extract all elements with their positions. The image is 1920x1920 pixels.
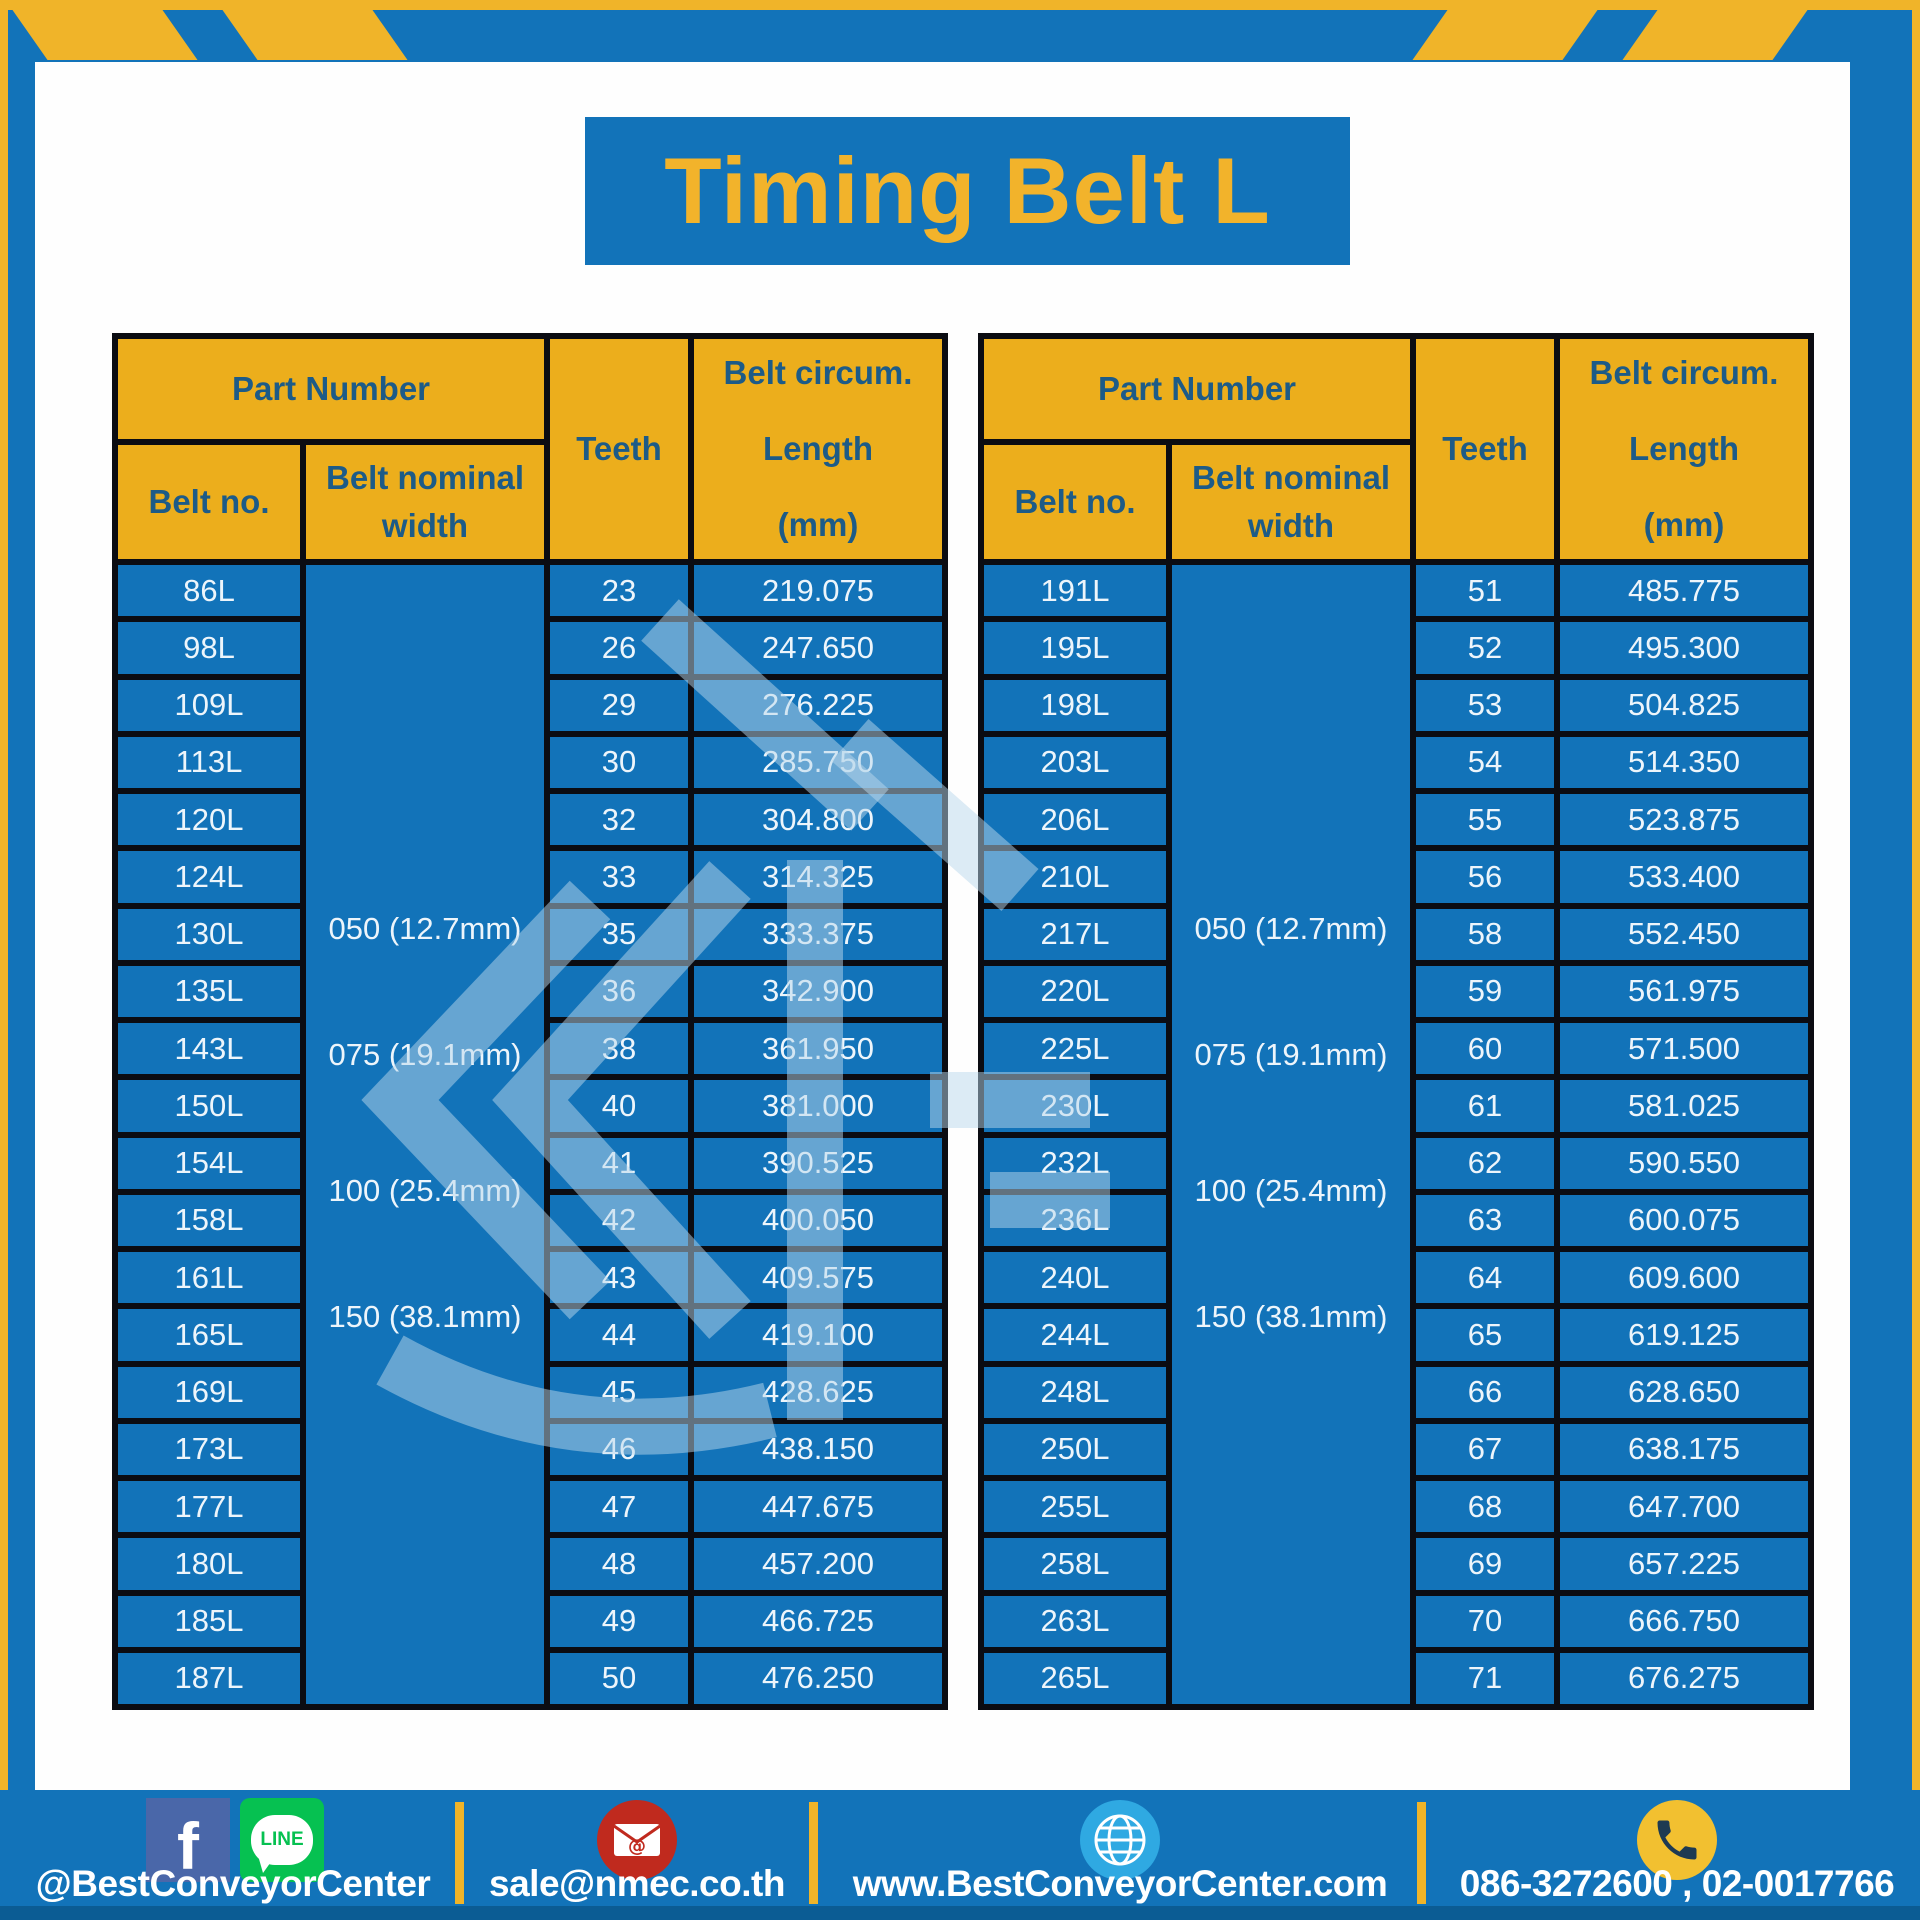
- length-cell: 247.650: [694, 622, 942, 673]
- line-text: LINE: [260, 1829, 304, 1850]
- belt-no-cell: 217L: [984, 909, 1166, 960]
- length-cell: 523.875: [1560, 794, 1808, 845]
- frame-edge-right: [1912, 0, 1920, 1920]
- teeth-cell: 64: [1416, 1252, 1554, 1303]
- length-cell: 457.200: [694, 1538, 942, 1589]
- header-line: (mm): [1643, 506, 1725, 543]
- length-cell: 514.350: [1560, 737, 1808, 788]
- belt-no-cell: 244L: [984, 1309, 1166, 1360]
- teeth-cell: 44: [550, 1309, 688, 1360]
- belt-table-right: [978, 333, 1814, 1710]
- header-line: Belt circum.: [1589, 354, 1779, 391]
- header-line: Belt nominal: [325, 459, 525, 496]
- teeth-cell: 32: [550, 794, 688, 845]
- col-header-belt-circum-length: [694, 339, 942, 559]
- teeth-cell: 46: [550, 1424, 688, 1475]
- col-header-belt-nominal-width: [1172, 445, 1410, 559]
- length-cell: 438.150: [694, 1424, 942, 1475]
- length-cell: 314.325: [694, 851, 942, 902]
- length-cell: 533.400: [1560, 851, 1808, 902]
- belt-no-cell: 113L: [118, 737, 300, 788]
- belt-no-cell: 255L: [984, 1481, 1166, 1532]
- page-title: [585, 117, 1350, 265]
- teeth-cell: 71: [1416, 1653, 1554, 1704]
- contact-website: www.BestConveyorCenter.com: [852, 1863, 1388, 1904]
- belt-no-cell: 177L: [118, 1481, 300, 1532]
- teeth-cell: 69: [1416, 1538, 1554, 1589]
- belt-no-cell: 120L: [118, 794, 300, 845]
- teeth-cell: 61: [1416, 1080, 1554, 1131]
- belt-no-cell: 240L: [984, 1252, 1166, 1303]
- belt-no-cell: 250L: [984, 1424, 1166, 1475]
- belt-no-cell: 185L: [118, 1596, 300, 1647]
- header-line: width: [381, 507, 469, 544]
- length-cell: 447.675: [694, 1481, 942, 1532]
- length-cell: 361.950: [694, 1023, 942, 1074]
- length-cell: 342.900: [694, 966, 942, 1017]
- width-value: 100 (25.4mm): [328, 1173, 522, 1209]
- belt-no-cell: 191L: [984, 565, 1166, 616]
- teeth-cell: 60: [1416, 1023, 1554, 1074]
- teeth-cell: 30: [550, 737, 688, 788]
- header-line: Belt nominal: [1191, 459, 1391, 496]
- teeth-cell: 36: [550, 966, 688, 1017]
- header-line: width: [1247, 507, 1335, 544]
- belt-no-cell: 86L: [118, 565, 300, 616]
- teeth-cell: 66: [1416, 1367, 1554, 1418]
- length-cell: 609.600: [1560, 1252, 1808, 1303]
- hazard-stripe: [222, 10, 407, 60]
- length-cell: 628.650: [1560, 1367, 1808, 1418]
- width-value: 050 (12.7mm): [1194, 911, 1388, 947]
- belt-no-cell: 124L: [118, 851, 300, 902]
- header-line: Belt circum.: [723, 354, 913, 391]
- header-line: (mm): [777, 506, 859, 543]
- width-value: 050 (12.7mm): [328, 911, 522, 947]
- teeth-cell: 59: [1416, 966, 1554, 1017]
- teeth-cell: 67: [1416, 1424, 1554, 1475]
- teeth-cell: 48: [550, 1538, 688, 1589]
- belt-no-cell: 263L: [984, 1596, 1166, 1647]
- length-cell: 285.750: [694, 737, 942, 788]
- belt-no-cell: 203L: [984, 737, 1166, 788]
- belt-no-cell: 206L: [984, 794, 1166, 845]
- teeth-cell: 47: [550, 1481, 688, 1532]
- teeth-cell: 53: [1416, 680, 1554, 731]
- length-cell: 381.000: [694, 1080, 942, 1131]
- teeth-cell: 33: [550, 851, 688, 902]
- header-line: Length: [1629, 430, 1739, 467]
- teeth-cell: 38: [550, 1023, 688, 1074]
- belt-no-cell: 187L: [118, 1653, 300, 1704]
- line-bubble: [251, 1815, 313, 1865]
- length-cell: 504.825: [1560, 680, 1808, 731]
- teeth-cell: 41: [550, 1138, 688, 1189]
- teeth-cell: 54: [1416, 737, 1554, 788]
- width-value: 075 (19.1mm): [1194, 1036, 1388, 1072]
- col-header-teeth: Teeth: [1416, 339, 1554, 559]
- belt-no-cell: 161L: [118, 1252, 300, 1303]
- teeth-cell: 35: [550, 909, 688, 960]
- length-cell: 304.800: [694, 794, 942, 845]
- belt-no-cell: 109L: [118, 680, 300, 731]
- length-cell: 485.775: [1560, 565, 1808, 616]
- length-cell: 590.550: [1560, 1138, 1808, 1189]
- length-cell: 552.450: [1560, 909, 1808, 960]
- belt-no-cell: 180L: [118, 1538, 300, 1589]
- teeth-cell: 51: [1416, 565, 1554, 616]
- teeth-cell: 45: [550, 1367, 688, 1418]
- length-cell: 333.375: [694, 909, 942, 960]
- belt-no-cell: 98L: [118, 622, 300, 673]
- belt-no-cell: 232L: [984, 1138, 1166, 1189]
- length-cell: 666.750: [1560, 1596, 1808, 1647]
- belt-no-cell: 158L: [118, 1195, 300, 1246]
- col-header-part-number: Part Number: [118, 339, 544, 439]
- length-cell: 409.575: [694, 1252, 942, 1303]
- teeth-cell: 49: [550, 1596, 688, 1647]
- belt-no-cell: 248L: [984, 1367, 1166, 1418]
- width-value: 150 (38.1mm): [328, 1298, 522, 1334]
- teeth-cell: 62: [1416, 1138, 1554, 1189]
- belt-no-cell: 169L: [118, 1367, 300, 1418]
- length-cell: 276.225: [694, 680, 942, 731]
- col-header-teeth: Teeth: [550, 339, 688, 559]
- teeth-cell: 55: [1416, 794, 1554, 845]
- teeth-cell: 65: [1416, 1309, 1554, 1360]
- merged-width-cell: [306, 565, 544, 1704]
- teeth-cell: 42: [550, 1195, 688, 1246]
- belt-no-cell: 154L: [118, 1138, 300, 1189]
- hazard-stripe: [12, 10, 197, 60]
- length-cell: 657.225: [1560, 1538, 1808, 1589]
- length-cell: 466.725: [694, 1596, 942, 1647]
- length-cell: 390.525: [694, 1138, 942, 1189]
- col-header-part-number: Part Number: [984, 339, 1410, 439]
- length-cell: 600.075: [1560, 1195, 1808, 1246]
- length-cell: 619.125: [1560, 1309, 1808, 1360]
- belt-no-cell: 225L: [984, 1023, 1166, 1074]
- col-header-belt-circum-length: [1560, 339, 1808, 559]
- contact-email: sale@nmec.co.th: [489, 1863, 785, 1904]
- facebook-letter: f: [177, 1809, 199, 1883]
- belt-no-cell: 210L: [984, 851, 1166, 902]
- teeth-cell: 26: [550, 622, 688, 673]
- teeth-cell: 68: [1416, 1481, 1554, 1532]
- teeth-cell: 23: [550, 565, 688, 616]
- belt-no-cell: 220L: [984, 966, 1166, 1017]
- teeth-cell: 43: [550, 1252, 688, 1303]
- teeth-cell: 56: [1416, 851, 1554, 902]
- belt-no-cell: 173L: [118, 1424, 300, 1475]
- belt-no-cell: 258L: [984, 1538, 1166, 1589]
- merged-width-cell: [1172, 565, 1410, 1704]
- page-title-text: Timing Belt L: [664, 138, 1271, 243]
- frame-edge-left: [0, 0, 8, 1920]
- length-cell: 495.300: [1560, 622, 1808, 673]
- length-cell: 219.075: [694, 565, 942, 616]
- teeth-cell: 52: [1416, 622, 1554, 673]
- hazard-stripe: [1412, 10, 1597, 60]
- length-cell: 581.025: [1560, 1080, 1808, 1131]
- teeth-cell: 50: [550, 1653, 688, 1704]
- col-header-belt-no: Belt no.: [118, 445, 300, 559]
- header-line: Length: [763, 430, 873, 467]
- length-cell: 400.050: [694, 1195, 942, 1246]
- length-cell: 676.275: [1560, 1653, 1808, 1704]
- hazard-stripe: [1622, 10, 1807, 60]
- footer-bottom-strip: [0, 1906, 1920, 1920]
- length-cell: 419.100: [694, 1309, 942, 1360]
- belt-no-cell: 135L: [118, 966, 300, 1017]
- frame-edge-top: [0, 0, 1920, 10]
- col-header-belt-nominal-width: [306, 445, 544, 559]
- belt-no-cell: 150L: [118, 1080, 300, 1131]
- width-value: 100 (25.4mm): [1194, 1173, 1388, 1209]
- belt-no-cell: 265L: [984, 1653, 1166, 1704]
- length-cell: 476.250: [694, 1653, 942, 1704]
- width-value: 150 (38.1mm): [1194, 1298, 1388, 1334]
- belt-no-cell: 195L: [984, 622, 1166, 673]
- length-cell: 571.500: [1560, 1023, 1808, 1074]
- belt-no-cell: 143L: [118, 1023, 300, 1074]
- svg-text:@: @: [628, 1836, 646, 1857]
- facebook-line-handle: @BestConveyorCenter: [35, 1863, 431, 1904]
- length-cell: 647.700: [1560, 1481, 1808, 1532]
- teeth-cell: 29: [550, 680, 688, 731]
- contact-phone-numbers: 086-3272600 , 02-0017766: [1459, 1863, 1895, 1904]
- width-value: 075 (19.1mm): [328, 1036, 522, 1072]
- teeth-cell: 70: [1416, 1596, 1554, 1647]
- col-header-belt-no: Belt no.: [984, 445, 1166, 559]
- belt-no-cell: 198L: [984, 680, 1166, 731]
- belt-no-cell: 165L: [118, 1309, 300, 1360]
- teeth-cell: 40: [550, 1080, 688, 1131]
- belt-no-cell: 236L: [984, 1195, 1166, 1246]
- length-cell: 561.975: [1560, 966, 1808, 1017]
- belt-no-cell: 130L: [118, 909, 300, 960]
- teeth-cell: 58: [1416, 909, 1554, 960]
- belt-table-left: [112, 333, 948, 1710]
- teeth-cell: 63: [1416, 1195, 1554, 1246]
- footer-divider: [1417, 1802, 1426, 1904]
- length-cell: 638.175: [1560, 1424, 1808, 1475]
- length-cell: 428.625: [694, 1367, 942, 1418]
- belt-no-cell: 230L: [984, 1080, 1166, 1131]
